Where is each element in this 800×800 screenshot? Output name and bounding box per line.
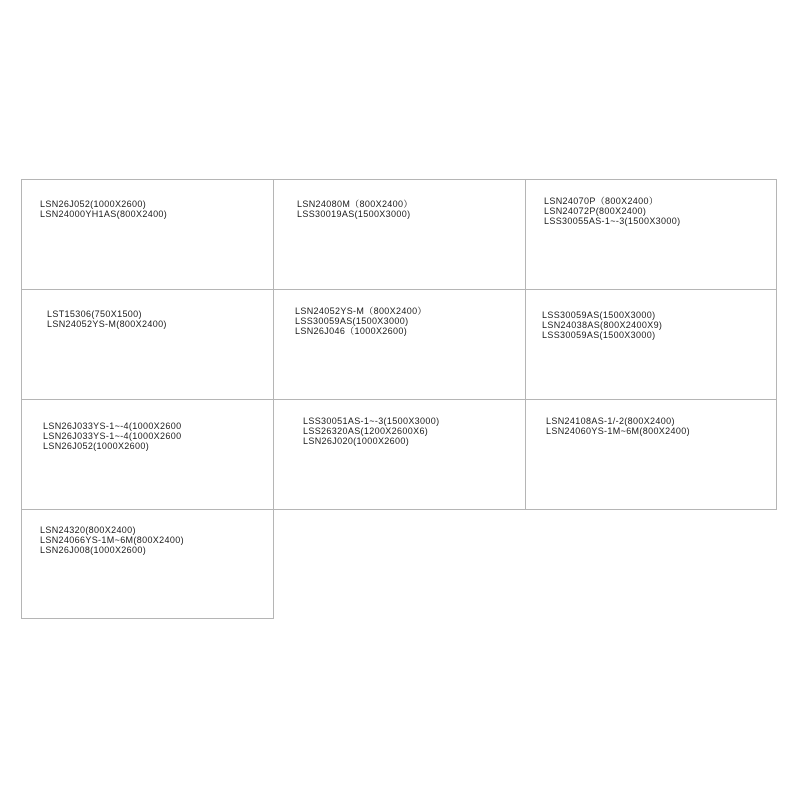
- grid-cell-5: [273, 289, 526, 400]
- cell-text-line: LSS30019AS(1500X3000): [297, 209, 411, 219]
- cell-text-line: LSN26J046（1000X2600): [295, 326, 408, 336]
- cell-text-block: [295, 306, 427, 336]
- cell-text-line: LSN24072P(800X2400): [544, 206, 647, 216]
- cell-text-line: LSN26J033YS-1~-4(1000X2600: [43, 421, 182, 431]
- cell-text-line: LSN26J052(1000X2600): [40, 199, 147, 209]
- cell-text-line: LSN24070P（800X2400）: [544, 196, 659, 206]
- cell-text-line: LSS30059AS(1500X3000): [542, 310, 656, 320]
- cell-text-line: LSN24066YS-1M~6M(800X2400): [40, 535, 184, 545]
- cell-text-line: LSS30059AS(1500X3000): [295, 316, 409, 326]
- cell-text-line: LSN26J020(1000X2600): [303, 436, 410, 446]
- cell-text-block: [544, 196, 680, 226]
- cell-text-block: [40, 199, 167, 219]
- cell-text-line: LSS26320AS(1200X2600X6): [303, 426, 429, 436]
- cell-text-line: LST15306(750X1500): [47, 309, 142, 319]
- cell-text-line: LSN24108AS-1/-2(800X2400): [546, 416, 675, 426]
- cell-text-block: [546, 416, 690, 436]
- grid-cell-6: [525, 289, 777, 400]
- cell-text-line: LSN24060YS-1M~6M(800X2400): [546, 426, 690, 436]
- cell-text-line: LSN26J033YS-1~-4(1000X2600: [43, 431, 182, 441]
- grid-cell-2: [273, 179, 526, 290]
- cell-text-block: [303, 416, 439, 446]
- cell-text-line: LSN24038AS(800X2400X9): [542, 320, 663, 330]
- cell-text-line: LSN26J008(1000X2600): [40, 545, 147, 555]
- cell-text-block: [297, 199, 413, 219]
- grid-cell-9: [525, 399, 777, 510]
- cell-text-line: LSN24052YS-M(800X2400): [47, 319, 167, 329]
- grid-cell-10: [21, 509, 274, 619]
- grid-cell-1: [21, 179, 274, 290]
- grid-cell-4: [21, 289, 274, 400]
- sku-grid: [21, 179, 777, 619]
- grid-cell-7: [21, 399, 274, 510]
- cell-text-block: [43, 421, 181, 451]
- cell-text-line: LSS30051AS-1~-3(1500X3000): [303, 416, 440, 426]
- cell-text-line: LSS30059AS(1500X3000): [542, 330, 656, 340]
- cell-text-block: [542, 310, 662, 340]
- cell-text-line: LSN24320(800X2400): [40, 525, 136, 535]
- cell-text-block: [47, 309, 167, 329]
- cell-text-line: LSS30055AS-1~-3(1500X3000): [544, 216, 681, 226]
- cell-text-block: [40, 525, 184, 555]
- cell-text-line: LSN24052YS-M（800X2400）: [295, 306, 427, 316]
- cell-text-line: LSN26J052(1000X2600): [43, 441, 150, 451]
- cell-text-line: LSN24000YH1AS(800X2400): [40, 209, 168, 219]
- grid-cell-8: [273, 399, 526, 510]
- cell-text-line: LSN24080M（800X2400）: [297, 199, 413, 209]
- grid-cell-3: [525, 179, 777, 290]
